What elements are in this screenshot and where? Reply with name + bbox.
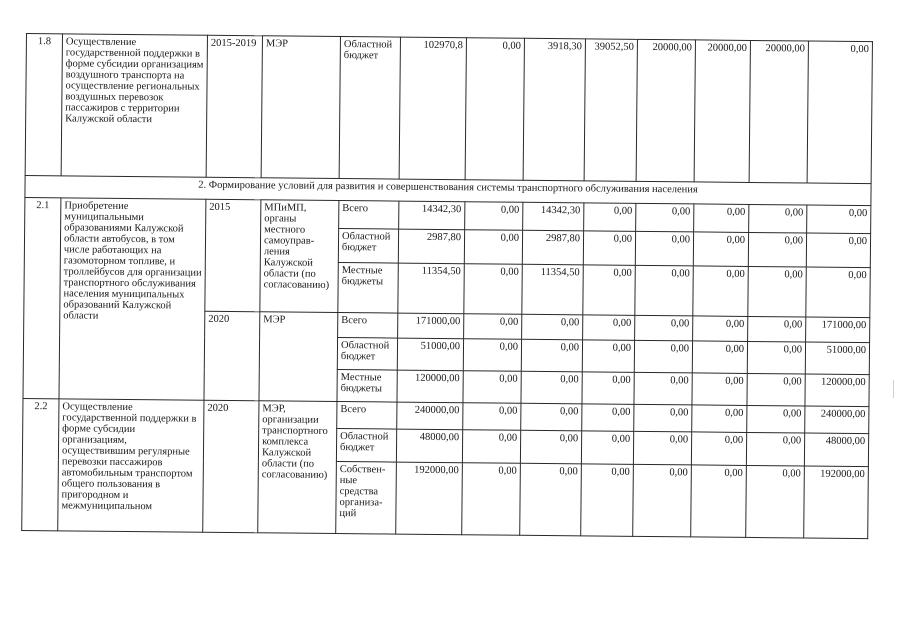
value-year: 0,00 <box>464 230 522 265</box>
value-year: 0,00 <box>521 371 582 404</box>
executor-cell: МПиМП, органы местного самоуправ-ления Калужской области (по согласованию) <box>260 200 339 313</box>
row-number: 1.8 <box>25 34 62 176</box>
value-total: 11354,50 <box>398 263 464 314</box>
source-cell: Всего <box>339 201 399 230</box>
source-cell: Областной бюджет <box>336 429 396 463</box>
value-year: 0,00 <box>806 267 870 318</box>
value-year: 240000,00 <box>805 406 869 434</box>
value-year: 0,00 <box>635 231 693 266</box>
value-year: 0,00 <box>746 465 805 538</box>
value-year: 20000,00 <box>749 40 808 183</box>
value-year: 0,00 <box>465 38 524 181</box>
value-year: 0,00 <box>464 264 522 315</box>
value-total: 120000,00 <box>397 370 463 403</box>
value-year: 0,00 <box>584 203 636 231</box>
source-cell: Областной бюджет <box>337 338 397 371</box>
scan-margin-mark <box>893 380 894 398</box>
value-year: 0,00 <box>749 204 807 233</box>
value-year: 0,00 <box>521 339 582 372</box>
value-total: 192000,00 <box>396 462 463 535</box>
value-year: 0,00 <box>583 231 635 265</box>
value-year: 0,00 <box>692 341 747 374</box>
table-row-1-8 <box>25 34 872 184</box>
value-year: 192000,00 <box>804 466 869 539</box>
value-year: 0,00 <box>582 404 634 431</box>
value-year: 0,00 <box>691 432 746 466</box>
period-cell: 2020 <box>203 400 259 533</box>
value-year: 0,00 <box>747 405 805 433</box>
budget-table <box>21 33 873 539</box>
value-year: 0,00 <box>748 316 806 342</box>
value-year: 0,00 <box>691 465 747 538</box>
source-cell: Всего <box>337 402 397 430</box>
value-year: 0,00 <box>635 265 693 316</box>
value-year: 0,00 <box>522 314 583 340</box>
value-year: 0,00 <box>806 233 870 268</box>
value-year: 0,00 <box>464 314 522 340</box>
value-year: 0,00 <box>746 432 804 466</box>
value-year: 171000,00 <box>806 317 870 343</box>
value-year: 11354,50 <box>522 264 583 315</box>
value-total: 240000,00 <box>397 402 463 430</box>
source-cell: Местные бюджеты <box>337 370 397 403</box>
value-year: 0,00 <box>807 205 871 234</box>
value-year: 0,00 <box>582 372 634 404</box>
value-total: 48000,00 <box>396 429 462 463</box>
measure-name: Приобретение муниципальными образованиями Калужской области автобусов, в том числе работающих на газомоторном топливе, и троллейбусов для организации транспортного обслуживания населения муниципальных образований Калужской области <box>59 198 206 400</box>
value-year: 14342,30 <box>523 202 584 231</box>
value-total: 2987,80 <box>398 229 464 264</box>
source-cell: Собствен-ные средства организа-ций <box>336 461 397 534</box>
value-year: 0,00 <box>636 203 694 232</box>
value-year: 0,00 <box>462 430 520 464</box>
value-year: 0,00 <box>807 41 872 184</box>
value-year: 20000,00 <box>636 39 695 182</box>
source-cell: Областной бюджет <box>338 229 398 264</box>
period-cell: 2020 <box>204 311 260 401</box>
measure-name: Осуществление государственной поддержки в форме субсидии организациям воздушного транспорта на осуществление региональных воздушных перевозок пассажиров с территории Калужской области <box>61 34 207 177</box>
value-year: 0,00 <box>582 340 634 372</box>
value-total: 14342,30 <box>399 201 465 230</box>
value-year: 3918,30 <box>523 38 585 181</box>
executor-cell: МЭР <box>259 312 338 402</box>
period-cell: 2015-2019 <box>206 35 262 178</box>
value-year: 0,00 <box>633 464 692 537</box>
value-year: 0,00 <box>748 232 806 267</box>
section-title: 2. Формирование условий для развития и совершенствования системы транспортного обслуживания населения <box>25 175 871 205</box>
value-year: 0,00 <box>465 202 523 231</box>
value-year: 0,00 <box>692 405 747 433</box>
value-year: 0,00 <box>693 266 748 317</box>
value-year: 0,00 <box>694 204 749 233</box>
value-year: 0,00 <box>521 403 582 431</box>
executor-cell: МЭР, организации транспортного комплекса Калужской области (по согласованию) <box>258 401 337 534</box>
value-year: 0,00 <box>463 339 521 372</box>
value-year: 0,00 <box>520 430 581 464</box>
value-year: 0,00 <box>748 266 806 317</box>
value-year: 0,00 <box>633 431 691 465</box>
value-year: 0,00 <box>463 403 521 431</box>
source-cell: Областной бюджет <box>339 37 400 180</box>
value-year: 48000,00 <box>804 433 868 467</box>
value-year: 0,00 <box>463 371 521 404</box>
value-year: 20000,00 <box>694 40 750 183</box>
value-year: 0,00 <box>520 463 582 536</box>
budget-table-sheet <box>21 33 873 539</box>
value-year: 0,00 <box>634 404 692 432</box>
value-total: 102970,8 <box>399 37 466 180</box>
value-year: 0,00 <box>747 373 805 406</box>
value-year: 0,00 <box>462 463 521 536</box>
value-year: 0,00 <box>583 265 635 315</box>
value-year: 0,00 <box>581 431 633 464</box>
value-year: 39052,50 <box>584 39 637 181</box>
value-year: 0,00 <box>747 341 805 374</box>
measure-name: Осуществление государственной поддержки в форме субсидии организациям, осуществившим регулярные перевозки пассажиров автомобильным транспортом общего пользования в пригородном и межмуниципальном <box>58 399 204 532</box>
value-year: 0,00 <box>635 315 693 341</box>
value-year: 0,00 <box>583 315 635 340</box>
value-year: 0,00 <box>634 340 692 373</box>
value-total: 171000,00 <box>398 313 464 339</box>
value-year: 120000,00 <box>805 374 869 407</box>
value-total: 51000,00 <box>397 338 463 371</box>
value-year: 51000,00 <box>805 342 869 375</box>
row-number: 2.2 <box>22 398 59 530</box>
value-year: 0,00 <box>692 373 747 406</box>
value-year: 0,00 <box>693 316 748 342</box>
value-year: 0,00 <box>693 232 748 267</box>
row-number: 2.1 <box>23 197 61 398</box>
source-cell: Всего <box>338 313 398 339</box>
executor-cell: МЭР <box>261 36 340 179</box>
value-year: 2987,80 <box>522 230 583 265</box>
value-year: 0,00 <box>581 464 634 536</box>
source-cell: Местные бюджеты <box>338 263 398 314</box>
value-year: 0,00 <box>634 372 692 405</box>
period-cell: 2015 <box>205 199 261 312</box>
